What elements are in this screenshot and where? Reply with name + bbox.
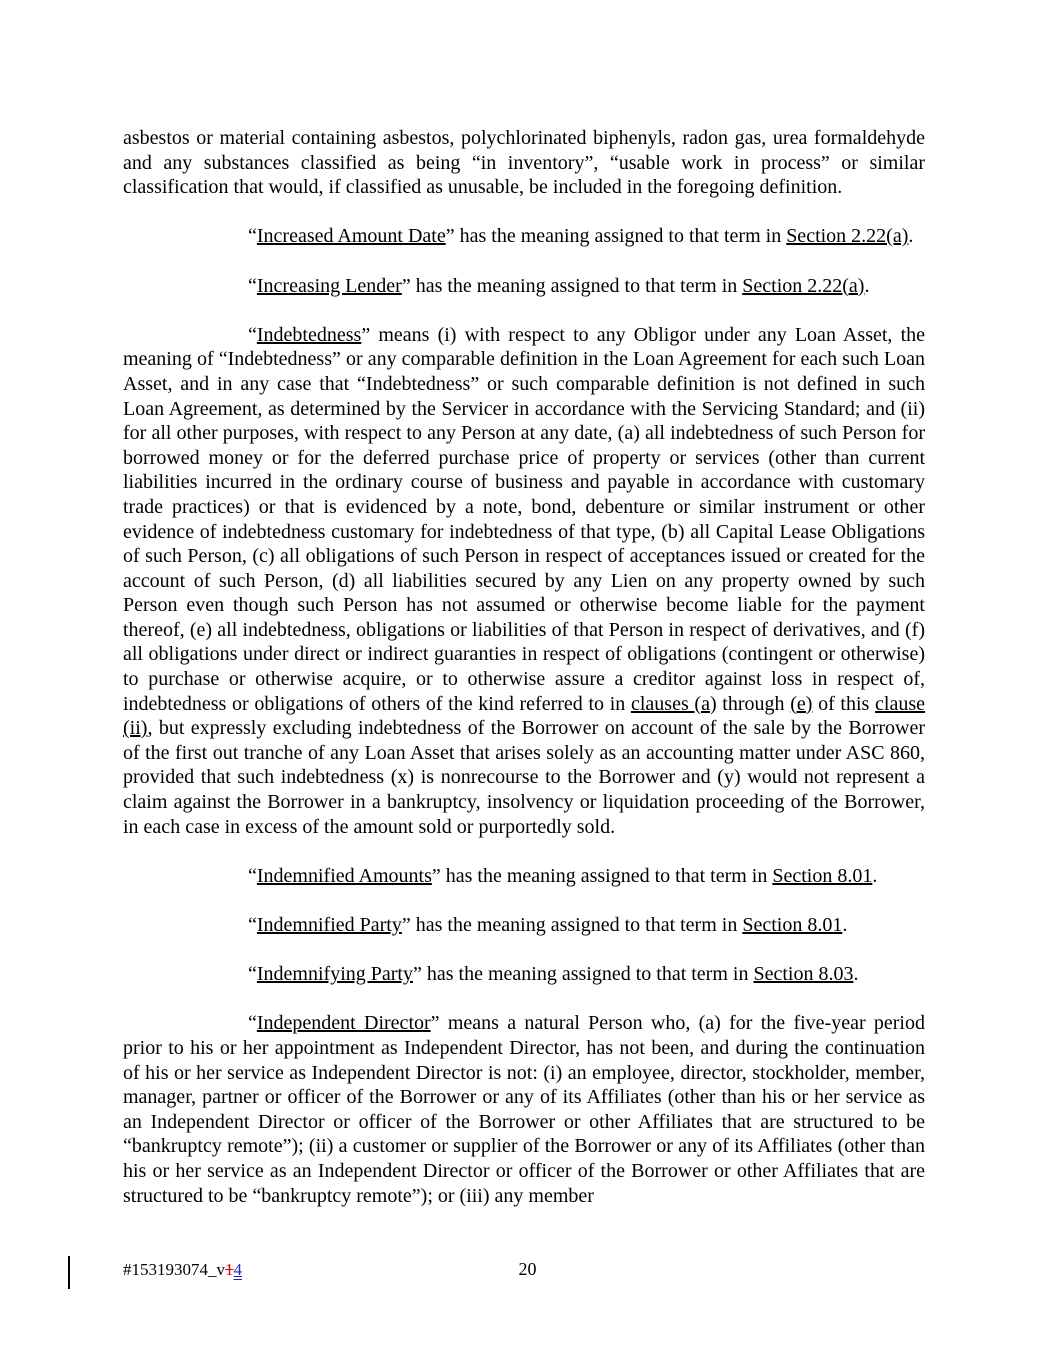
- underlined-term: Increased Amount Date: [256, 225, 446, 248]
- paragraph-indemnified-party: [123, 913, 925, 938]
- deleted-text: 1: [225, 1260, 234, 1279]
- underlined-term: Section 8.01: [772, 864, 873, 887]
- text-run: ” has the meaning assigned to that term in: [401, 914, 743, 936]
- text-run: .: [872, 864, 878, 887]
- text-run: “: [248, 914, 257, 936]
- text-run: “: [248, 963, 257, 986]
- inserted-text: 4: [233, 1260, 242, 1279]
- underlined-term: (e): [790, 692, 813, 715]
- underlined-term: Indemnifying Party: [256, 963, 413, 986]
- text-run: of this: [812, 692, 876, 715]
- paragraph-indemnified-amounts: [123, 864, 925, 889]
- text-run: “: [248, 225, 257, 248]
- underlined-term: Section 8.01: [742, 914, 843, 936]
- text-run: #153193074_v: [123, 1260, 225, 1279]
- document-body: [123, 126, 925, 1208]
- text-run: “: [248, 323, 257, 346]
- text-run: ” has the meaning assigned to that term in: [412, 963, 754, 986]
- underlined-term: Indemnified Amounts: [256, 864, 432, 887]
- underlined-term: Independent Director: [256, 1012, 431, 1035]
- underlined-term: Section 2.22(a): [742, 274, 865, 297]
- text-run: .: [864, 274, 870, 297]
- paragraph-indebtedness: [123, 323, 925, 839]
- page-number: 20: [518, 1259, 537, 1279]
- underlined-term: clause (ii): [123, 692, 926, 740]
- text-run: .: [842, 914, 848, 936]
- paragraph-independent-director: [123, 1011, 925, 1208]
- underlined-term: Indemnified Party: [256, 914, 402, 936]
- underlined-term: Indebtedness: [256, 323, 362, 346]
- paragraph-increased-amount-date: [123, 224, 925, 249]
- underlined-term: Increasing Lender: [256, 274, 402, 297]
- text-run: .: [853, 963, 859, 986]
- underlined-term: Section 8.03: [753, 963, 854, 986]
- text-run: ” has the meaning assigned to that term in: [431, 864, 773, 887]
- paragraph-asbestos-continuation: [123, 126, 925, 200]
- paragraph-increasing-lender: [123, 274, 925, 299]
- text-run: asbestos or material containing asbestos, polychlorinated biphenyls, radon gas, urea formaldehyde and any substances classified as being “in inventory”, “usable work in process” or similar classification that would, if classified as unusable, be included in the foregoing definition.: [123, 127, 925, 199]
- underlined-term: Section 2.22(a): [786, 225, 909, 248]
- text-run: ” means (i) with respect to any Obligor under any Loan Asset, the meaning of “Indebtedness” or any comparable definition in the Loan Agreement for each such Loan Asset, and in any case that “Indebtedness” or such comparable definition is not defined in such Loan Agreement, as determined by the Servicer in accordance with the Servicing Standard; and (ii) for all other purposes, with respect to any Person at any date, (a) all indebtedness of such Person for borrowed money or for the deferred purchase price of property or services (other than current liabilities incurred in the ordinary course of business and payable in accordance with customary trade practices) or that is evidenced by a note, bond, debenture or similar instrument or other evidence of indebtedness customary for indebtedness of that type, (b) all Capital Lease Obligations of such Person, (c) all obligations of such Person in respect of acceptances issued or created for the account of such Person, (d) all liabilities secured by any Lien on any property owned by such Person even though such Person has not assumed or otherwise become liable for the payment thereof, (e) all indebtedness, obligations or liabilities of that Person in respect of derivatives, and (f) all obligations under direct or indirect guaranties in respect of obligations (contingent or otherwise) to purchase or otherwise acquire, or to otherwise assure a creditor against loss in respect of, indebtedness or obligations of others of the kind referred to in: [123, 323, 925, 715]
- text-run: ” has the meaning assigned to that term in: [445, 225, 787, 248]
- text-run: , but expressly excluding indebtedness of the Borrower on account of the sale by the Borrower of the first out tranche of any Loan Asset that arises solely as an accounting matter under ASC 860, provided that such indebtedness (x) is nonrecourse to the Borrower and (y) would not represent a claim against the Borrower in a bankruptcy, insolvency or liquidation proceeding of the Borrower, in each case in excess of the amount sold or purportedly sold.: [123, 717, 925, 838]
- text-run: “: [248, 274, 257, 297]
- text-run: ” means a natural Person who, (a) for the five-year period prior to his or her appointment as Independent Director, has not been, and during the continuation of his or her service as Independent Director is not: (i) an employee, director, stockholder, member, manager, partner or officer of the Borrower or any of its Affiliates (other than his or her service as an Independent Director or officer of the Borrower or other Affiliates that are structured to be “bankruptcy remote”); (ii) a customer or supplier of the Borrower or any of its Affiliates (other than his or her service as an Independent Director or officer of the Borrower or other Affiliates that are structured to be “bankruptcy remote”); or (iii) any member: [123, 1012, 925, 1207]
- text-run: ” has the meaning assigned to that term in: [401, 274, 743, 297]
- text-run: .: [908, 225, 914, 248]
- text-run: through: [716, 692, 791, 715]
- text-run: “: [248, 864, 257, 887]
- text-run: “: [248, 1012, 257, 1035]
- underlined-term: clauses (a): [630, 692, 717, 715]
- paragraph-indemnifying-party: [123, 962, 925, 987]
